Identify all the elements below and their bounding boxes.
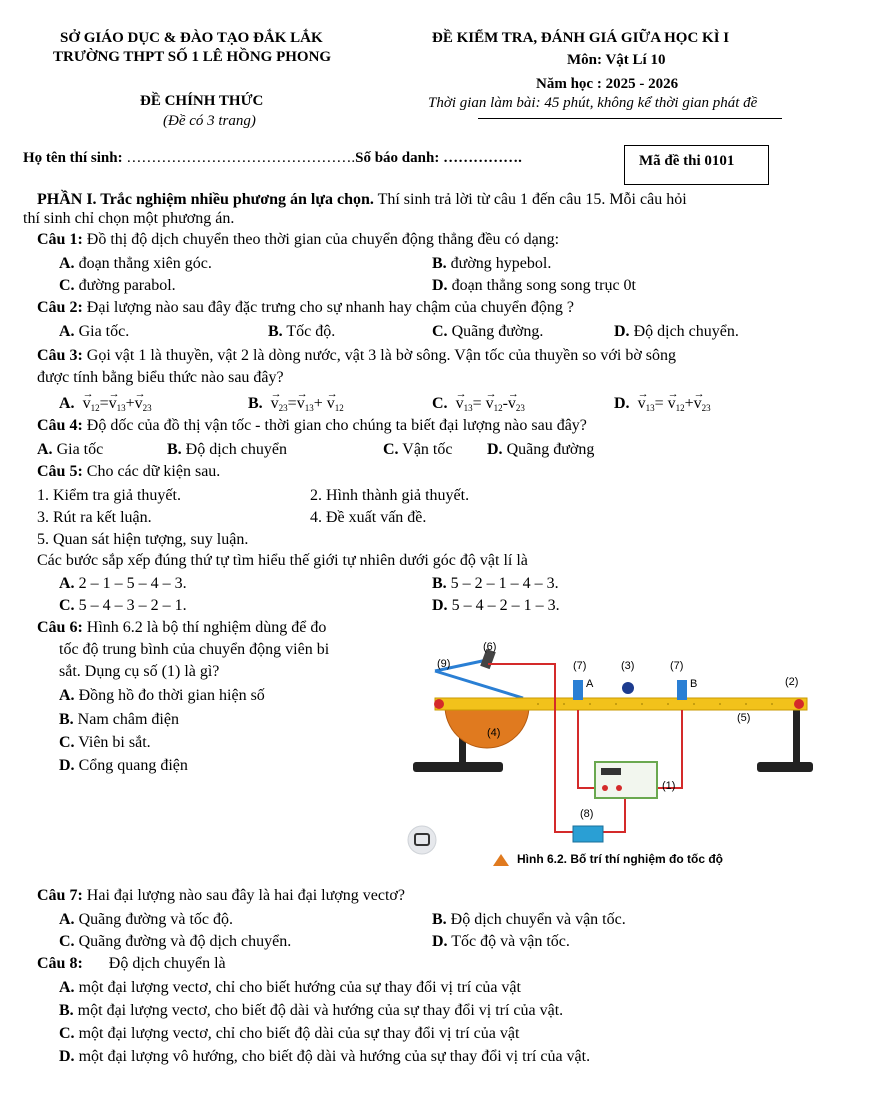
- digital-timer: [595, 762, 657, 798]
- q5-number: Câu 5:: [37, 463, 83, 480]
- camera-icon: [408, 826, 436, 854]
- q7-option-a: A. Quãng đường và tốc độ.: [59, 911, 233, 928]
- timer-knob-1: [602, 785, 608, 791]
- fig-label-9: (9): [437, 658, 451, 670]
- q8-stem: [37, 954, 226, 974]
- q7-option-b: B. Độ dịch chuyển và vận tốc.: [432, 911, 626, 928]
- q4-text: Độ dốc của đồ thị vận tốc - thời gian cho chúng ta biết đại lượng nào sau đây?: [82, 417, 587, 434]
- q5-option-c: C. 5 – 4 – 3 – 2 – 1.: [59, 597, 187, 614]
- q7-option-d: D. Tốc độ và vận tốc.: [432, 933, 570, 950]
- q5-option-d: D. 5 – 4 – 2 – 1 – 3.: [432, 597, 560, 614]
- q1-option-a: A. đoạn thẳng xiên góc.: [59, 255, 212, 272]
- photogate-b: [677, 680, 687, 700]
- time-allowed: Thời gian làm bài: 45 phút, không kể thời gian phát đề: [428, 95, 758, 111]
- q2-text: Đại lượng nào sau đây đặc trưng cho sự nhanh hay chậm của chuyển động ?: [82, 299, 574, 316]
- q8-option-a: A. một đại lượng vectơ, chỉ cho biết hướng của sự thay đổi vị trí của vật: [59, 979, 521, 996]
- fig-label-gate-b: B: [690, 678, 698, 690]
- q2-option-a: A. Gia tốc.: [59, 323, 130, 340]
- part1-intro-2: thí sinh chỉ chọn một phương án.: [23, 210, 235, 227]
- dept-name: SỞ GIÁO DỤC & ĐÀO TẠO ĐẮK LẮK: [60, 30, 323, 46]
- q8-option-b: B. một đại lượng vectơ, cho biết độ dài và hướng của sự thay đổi vị trí của vật.: [59, 1002, 564, 1019]
- q1-text: Đồ thị độ dịch chuyển theo thời gian của chuyển động thẳng đều có dạng:: [82, 231, 560, 248]
- sbd-label: Số báo danh:: [355, 150, 440, 166]
- q3-option-c: C. → $v_{13}= \to v_{12}-\to v_{23}$: [432, 394, 525, 418]
- q8-number: Câu 8:: [37, 955, 83, 972]
- part1-title: PHẦN I. Trắc nghiệm nhiều phương án lựa chọn.: [37, 191, 374, 208]
- exam-title: ĐỀ KIỂM TRA, ĐÁNH GIÁ GIỮA HỌC KÌ I: [432, 30, 730, 46]
- q2-stem: [37, 298, 574, 318]
- wire-magnet: [488, 664, 575, 832]
- q1-option-c: C. đường parabol.: [59, 277, 176, 294]
- q4-option-c: C. Vận tốc: [383, 441, 453, 458]
- photogate-a: [573, 680, 583, 700]
- q6-option-a: A. Đồng hồ đo thời gian hiện số: [59, 687, 265, 704]
- q6-stem-3: sắt. Dụng cụ số (1) là gì?: [59, 663, 220, 680]
- q3-option-d: D. → $v_{13}= \to v_{12}+\to v_{23}$: [614, 394, 711, 418]
- timer-display: [601, 768, 621, 775]
- q4-option-d: D. Quãng đường: [487, 441, 595, 458]
- rail-end-right: [794, 699, 804, 709]
- q2-number: Câu 2:: [37, 299, 83, 316]
- fig-label-2: (2): [785, 676, 799, 688]
- right-stand-base: [757, 762, 813, 772]
- steel-ball: [622, 682, 634, 694]
- q3-option-a: A. → $v_{12}=\to v_{13}+\to v_{23}$: [59, 394, 152, 418]
- switch-box: [573, 826, 603, 842]
- q6-number: Câu 6:: [37, 619, 83, 636]
- q2-option-d: D. Độ dịch chuyển.: [614, 323, 739, 340]
- rail-end-left: [434, 699, 444, 709]
- name-label: Họ tên thí sinh:: [23, 150, 123, 166]
- q6-stem: [37, 618, 326, 638]
- part1-intro: Thí sinh trả lời từ câu 1 đến câu 15. Mỗi câu hỏi: [373, 191, 687, 208]
- exam-code-box: [624, 145, 769, 185]
- fig-label-4: (4): [487, 727, 501, 739]
- timer-knob-2: [616, 785, 622, 791]
- q7-option-c: C. Quãng đường và độ dịch chuyển.: [59, 933, 292, 950]
- official-label: ĐỀ CHÍNH THỨC: [140, 93, 264, 109]
- q2-option-b: B. Tốc độ.: [268, 323, 336, 340]
- part1-title-line: [37, 190, 687, 210]
- q5-step-4: 4. Đề xuất vấn đề.: [310, 509, 427, 526]
- q5-text: Cho các dữ kiện sau.: [82, 463, 221, 480]
- q3-stem-2: được tính bằng biểu thức nào sau đây?: [37, 369, 284, 386]
- q8-option-c: C. một đại lượng vectơ, chỉ cho biết độ dài của sự thay đổi vị trí của vật: [59, 1025, 520, 1042]
- q5-step-3: 3. Rút ra kết luận.: [37, 509, 152, 526]
- experiment-figure: [405, 638, 815, 870]
- wire-b: [655, 710, 682, 788]
- q6-stem-2: tốc độ trung bình của chuyển động viên bi: [59, 641, 330, 658]
- q4-stem: [37, 416, 587, 436]
- school-year: Năm học : 2025 - 2026: [536, 76, 679, 92]
- wire-a: [578, 710, 595, 788]
- q2-option-c: C. Quãng đường.: [432, 323, 544, 340]
- q5-stem: [37, 462, 220, 482]
- q4-option-a: A. Gia tốc: [37, 441, 104, 458]
- left-stand-base: [413, 762, 503, 772]
- school-name: TRƯỜNG THPT SỐ 1 LÊ HỒNG PHONG: [53, 49, 332, 65]
- q6-option-c: C. Viên bi sắt.: [59, 734, 151, 751]
- q4-number: Câu 4:: [37, 417, 83, 434]
- name-field: ……………………………………….: [126, 150, 356, 166]
- fig-label-3: (3): [621, 660, 635, 672]
- q1-option-d: D. đoạn thẳng song song trục 0t: [432, 277, 636, 294]
- right-stand-pole: [793, 708, 800, 768]
- figure-caption: Hình 6.2. Bố trí thí nghiệm đo tốc độ: [517, 852, 723, 866]
- q3-option-b: B. → $v_{23}=\to v_{13}+ \to v_{12}$: [248, 394, 344, 418]
- track-rail: [435, 698, 807, 710]
- q3-text: Gọi vật 1 là thuyền, vật 2 là dòng nước, vật 3 là bờ sông. Vận tốc của thuyền so với bờ sông: [82, 347, 677, 364]
- q3-number: Câu 3:: [37, 347, 83, 364]
- fig-label-1: (1): [662, 780, 676, 792]
- q7-number: Câu 7:: [37, 887, 83, 904]
- header-underline: [478, 118, 782, 119]
- q1-number: Câu 1:: [37, 231, 83, 248]
- q3-stem: [37, 346, 676, 366]
- q6-option-d: D. Cổng quang điện: [59, 757, 188, 774]
- q5-option-b: B. 5 – 2 – 1 – 4 – 3.: [432, 575, 559, 592]
- q6-option-b: B. Nam châm điện: [59, 711, 179, 728]
- q7-text: Hai đại lượng nào sau đây là hai đại lượng vectơ?: [82, 887, 405, 904]
- exam-code: Mã đề thi 0101: [639, 153, 735, 169]
- caption-marker: [493, 854, 509, 866]
- fig-label-gate-a: A: [586, 678, 594, 690]
- q1-option-b: B. đường hypebol.: [432, 255, 552, 272]
- fig-label-5: (5): [737, 712, 751, 724]
- page-count: (Đề có 3 trang): [163, 113, 256, 129]
- q5-step-5: 5. Quan sát hiện tượng, suy luận.: [37, 531, 249, 548]
- q6-text: Hình 6.2 là bộ thí nghiệm dùng để đo: [82, 619, 327, 636]
- support-arm-2: [435, 671, 523, 698]
- fig-label-7b: (7): [670, 660, 684, 672]
- q5-step-1: 1. Kiểm tra giả thuyết.: [37, 487, 181, 504]
- q8-option-d: D. một đại lượng vô hướng, cho biết độ dài và hướng của sự thay đổi vị trí của vật.: [59, 1048, 591, 1065]
- sbd-field: …………….: [443, 150, 522, 166]
- q5-step-2: 2. Hình thành giả thuyết.: [310, 487, 470, 504]
- fig-label-6: (6): [483, 641, 497, 653]
- q7-stem: [37, 886, 405, 906]
- fig-label-7a: (7): [573, 660, 587, 672]
- q5-option-a: A. 2 – 1 – 5 – 4 – 3.: [59, 575, 187, 592]
- q8-text: Độ dịch chuyển là: [108, 955, 226, 972]
- q1-stem: [37, 230, 559, 250]
- q5-ask: Các bước sắp xếp đúng thứ tự tìm hiểu thế giới tự nhiên dưới góc độ vật lí là: [37, 552, 528, 569]
- q4-option-b: B. Độ dịch chuyển: [167, 441, 287, 458]
- fig-label-8: (8): [580, 808, 594, 820]
- subject: Môn: Vật Lí 10: [567, 52, 666, 68]
- student-line: [23, 150, 522, 167]
